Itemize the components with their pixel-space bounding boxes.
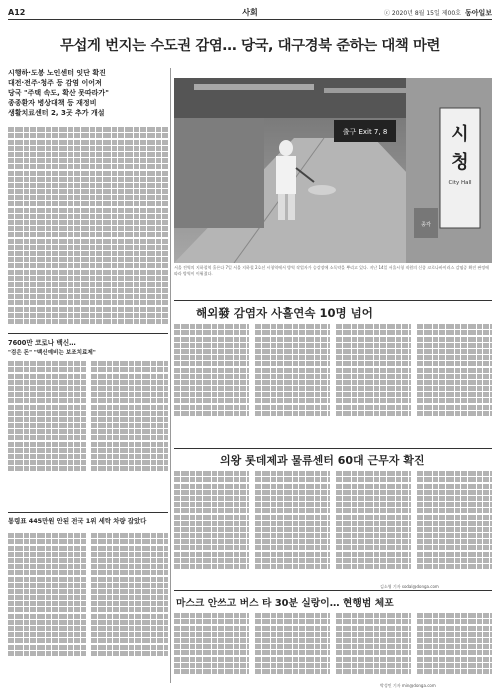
byline-1: 김소영 기자 sodal@donga.com	[380, 584, 439, 589]
byline-2: 박성민 기자 min@donga.com	[380, 683, 436, 688]
subhead-4: 종종환자 병상대책 등 재정비	[8, 99, 97, 107]
subhead-3: 당국 "주택 속도, 확산 못따라가"	[8, 89, 109, 97]
subway-photo	[174, 78, 492, 263]
newspaper-name: 동아일보	[464, 8, 492, 17]
lead-article	[8, 68, 168, 328]
divider	[8, 333, 168, 334]
exit-sign-text: 출구 Exit 7, 8	[342, 128, 388, 136]
section-title: 사회	[242, 8, 258, 17]
subway-photo-image	[174, 78, 492, 263]
station-sign-char-2: 청	[451, 152, 469, 173]
divider	[8, 512, 168, 513]
main-headline: 무섭게 번지는 수도권 감염… 당국, 대구경북 준하는 대책 마련	[60, 38, 440, 54]
photo-caption: 서울 전역의 지하철역 홀론다 7일 서울 지하철 2호선 시청역에서 방역 작업자가 승강장에 소독약을 뿌리고 있다. 지난 14일 서울시청 직원의 신종 코로나바이러스 감염증 확진 판정에 따라 방역이 이뤄졌다.	[174, 265, 490, 276]
article-2-title: 해외發 감염자 사흘연속 10명 넘어	[196, 306, 373, 320]
station-sign-char-1: 시	[451, 124, 469, 145]
article-4-body	[174, 470, 492, 590]
subhead-2: 대전·전주·청주 등 감염 이어져	[8, 79, 102, 87]
article-2-body	[174, 323, 492, 443]
page-number: A12	[8, 8, 26, 17]
column-separator	[170, 68, 171, 683]
article-6-body	[174, 612, 492, 686]
lead-article-body	[8, 127, 168, 324]
station-sign-english: City Hall	[448, 180, 472, 186]
article-3-subtitle: "검은 돈" "백신예비는 보조치료제"	[8, 350, 96, 356]
platform-label: 종각	[421, 222, 431, 228]
article-3-body	[8, 360, 168, 500]
subhead-1: 시행하·도봉 노인센터 잇단 확진	[8, 69, 106, 77]
divider	[174, 590, 492, 591]
article-4-title: 의왕 롯데제과 물류센터 60대 근무자 확진	[220, 454, 425, 467]
page-header	[8, 6, 492, 20]
divider	[174, 300, 492, 301]
article-6-title: 마스크 안쓰고 버스 타 30분 실랑이… 현행범 체포	[176, 598, 394, 609]
article-5-title: 통령표 445만원 안된 전국 1위 세탁 차량 잡았다	[8, 517, 147, 525]
article-5-body	[8, 532, 168, 682]
issue-date: ⓒ 2020년 8월 15일 제00호	[383, 10, 461, 17]
subhead-5: 생활치료센터 2, 3곳 추가 개설	[8, 109, 105, 117]
divider	[174, 448, 492, 449]
article-3-title: 7600만 코로나 백신…	[8, 339, 76, 347]
